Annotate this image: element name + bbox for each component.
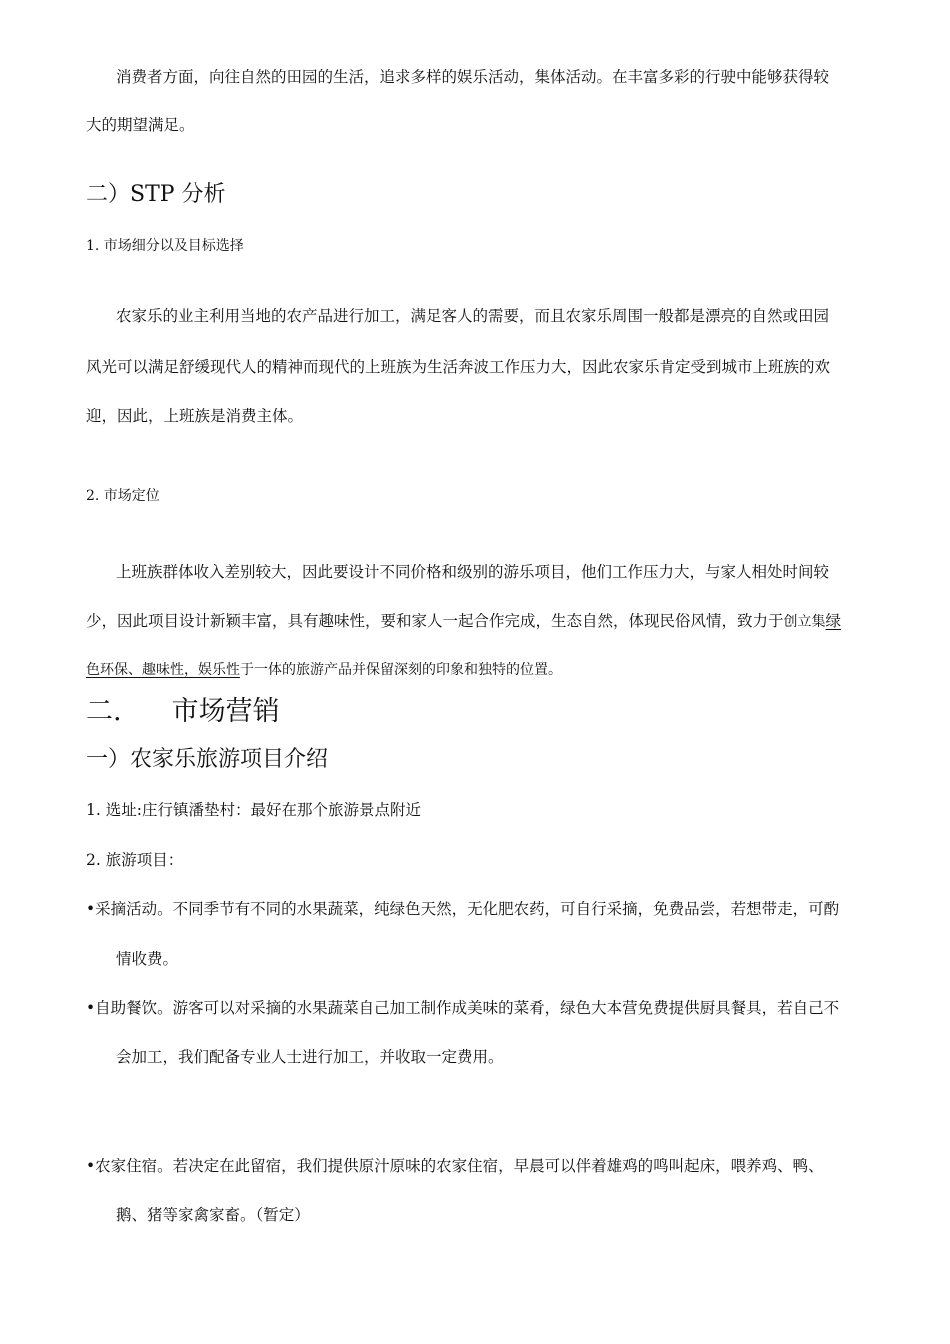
section-heading-marketing [86,695,280,729]
subheading-market-positioning: 2. 市场定位 [86,488,160,504]
list-item-projects: 2. 旅游项目： [86,851,184,869]
section-heading-stp: 二）STP 分析 [86,182,226,207]
paragraph-positioning-line-3 [86,660,562,680]
subheading-project-intro: 一）农家乐旅游项目介绍 [86,747,329,772]
paragraph-consumer-line-2: 大的期望满足。 [86,116,195,134]
positioning-text-underlined: 色环保、趣味性，娱乐性 [86,662,240,678]
positioning-text-small: 于一体的旅游产品并保留深刻的印象和独特的位置。 [240,662,562,678]
bullet-lodging-line-1: •农家住宿。若决定在此留宿，我们提供原汁原味的农家住宿，早晨可以伴着雄鸡的鸣叫起床，喂养鸡、鸭、 [86,1157,824,1175]
heading-number: 二. [86,696,122,727]
bullet-picking-line-2: 情收费。 [116,950,179,968]
positioning-text: 少，因此项目设计新颖丰富，具有趣味性，要和家人一起合作完成，生态自然，体现民俗风情，致力于 [86,612,784,630]
positioning-text-small: 创立集 [783,614,826,630]
bullet-dining-line-1: •自助餐饮。游客可以对采摘的水果蔬菜自己加工制作成美味的菜肴，绿色大本营免费提供厨具餐具，若自己不 [86,999,840,1017]
bullet-dining-line-2: 会加工，我们配备专业人士进行加工，并收取一定费用。 [116,1048,504,1066]
bullet-lodging-line-2: 鹅、猪等家禽家畜。（暂定） [116,1206,310,1224]
paragraph-segmentation-line-1: 农家乐的业主利用当地的农产品进行加工，满足客人的需要，而且农家乐周围一般都是漂亮的自然或田园 [116,307,830,325]
paragraph-segmentation-line-2: 风光可以满足舒缓现代人的精神而现代的上班族为生活奔波工作压力大，因此农家乐肯定受到城市上班族的欢 [86,358,831,376]
positioning-text-underlined: 绿 [825,612,842,630]
paragraph-positioning-line-1: 上班族群体收入差别较大，因此要设计不同价格和级别的游乐项目，他们工作压力大，与家人相处时间较 [116,563,830,581]
subheading-market-segmentation: 1. 市场细分以及目标选择 [86,238,244,254]
paragraph-consumer-line-1: 消费者方面，向往自然的田园的生活，追求多样的娱乐活动，集体活动。在丰富多彩的行驶中能够获得较 [116,68,830,86]
bullet-picking-line-1: •采摘活动。不同季节有不同的水果蔬菜，纯绿色天然，无化肥农药，可自行采摘，免费品尝，若想带走，可酌 [86,900,840,918]
paragraph-segmentation-line-3: 迎，因此，上班族是消费主体。 [86,407,304,425]
heading-text: 市场营销 [171,696,280,727]
paragraph-positioning-line-2 [86,611,841,632]
list-item-location: 1. 选址:庄行镇潘垫村：最好在那个旅游景点附近 [86,801,421,819]
